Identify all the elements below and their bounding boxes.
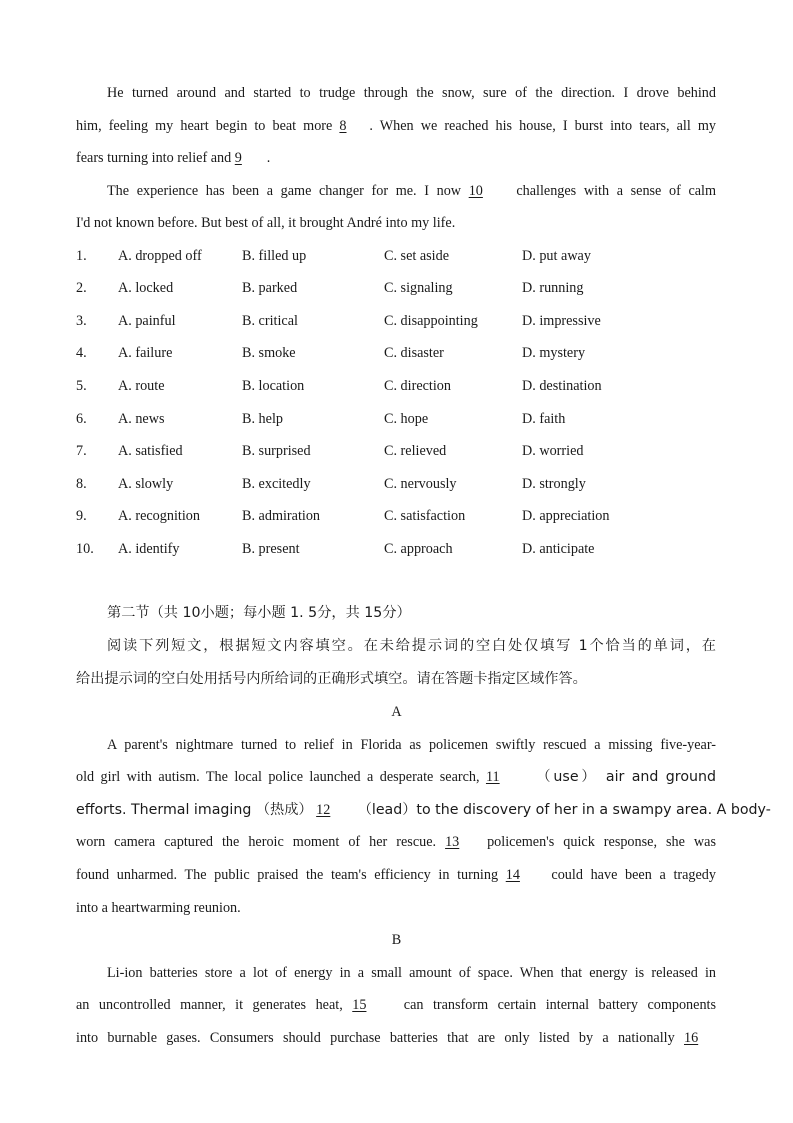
option-row xyxy=(76,343,716,363)
option-b[interactable]: B. smoke xyxy=(242,345,296,361)
passage-b-line xyxy=(107,963,716,983)
passage-a-line xyxy=(76,767,716,787)
text: . When we reached his house, I burst into tears, all my xyxy=(369,118,717,134)
option-row xyxy=(76,409,716,429)
passage1-line xyxy=(107,181,716,201)
text: policemen's quick response, she was xyxy=(487,834,716,850)
blank-13[interactable]: 13 xyxy=(445,834,460,850)
passage-a-line xyxy=(76,800,771,820)
text: him, feeling my heart begin to beat more xyxy=(76,118,333,134)
option-row xyxy=(76,474,716,494)
option-a[interactable]: A. satisfied xyxy=(118,443,183,459)
section-heading: 第二节（共 10小题；每小题 1. 5分，共 15分） xyxy=(107,605,411,621)
blank-14[interactable]: 14 xyxy=(505,867,520,883)
option-c[interactable]: C. direction xyxy=(384,378,451,394)
question-number: 9. xyxy=(76,508,87,524)
option-a[interactable]: A. dropped off xyxy=(118,248,202,264)
option-c[interactable]: C. satisfaction xyxy=(384,508,466,524)
question-number: 5. xyxy=(76,378,87,394)
option-c[interactable]: C. disaster xyxy=(384,345,444,361)
option-d[interactable]: D. mystery xyxy=(522,345,586,361)
passage-a-line xyxy=(76,865,716,885)
passage-b-line xyxy=(76,1028,716,1048)
option-a[interactable]: A. painful xyxy=(118,313,176,329)
option-row xyxy=(76,311,716,331)
text: old girl with autism. The local police launched a desperate search, xyxy=(76,769,480,785)
option-row xyxy=(76,278,716,298)
option-b[interactable]: B. excitedly xyxy=(242,476,311,492)
option-c[interactable]: C. set aside xyxy=(384,248,450,264)
option-c[interactable]: C. nervously xyxy=(384,476,457,492)
text: an uncontrolled manner, it generates heat, xyxy=(76,997,343,1013)
text: efforts. Thermal imaging （热成） xyxy=(76,802,313,818)
instructions-line: 阅读下列短文，根据短文内容填空。在未给提示词的空白处仅填写 1个恰当的单词，在 xyxy=(107,638,716,654)
passage1-line xyxy=(76,148,716,168)
passage-b-label: B xyxy=(391,932,402,948)
option-row xyxy=(76,506,716,526)
blank-16[interactable]: 16 xyxy=(684,1030,699,1046)
text: into burnable gases. Consumers should purchase batteries that are only listed by a nationally xyxy=(76,1030,675,1046)
option-row xyxy=(76,441,716,461)
text: found unharmed. The public praised the team's efficiency in turning xyxy=(76,867,499,883)
instructions-line: 给出提示词的空白处用括号内所给词的正确形式填空。请在答题卡指定区域作答。 xyxy=(76,671,587,687)
option-b[interactable]: B. critical xyxy=(242,313,298,329)
question-number: 6. xyxy=(76,411,87,427)
option-c[interactable]: C. disappointing xyxy=(384,313,478,329)
option-d[interactable]: D. appreciation xyxy=(522,508,610,524)
question-number: 2. xyxy=(76,280,87,296)
text: could have been a tragedy xyxy=(551,867,716,883)
option-d[interactable]: D. destination xyxy=(522,378,602,394)
text: worn camera captured the heroic moment of her rescue. xyxy=(76,834,437,850)
passage1-line xyxy=(107,83,716,103)
option-row xyxy=(76,539,716,559)
option-a[interactable]: A. failure xyxy=(118,345,173,361)
option-c[interactable]: C. relieved xyxy=(384,443,447,459)
blank-11[interactable]: 11 xyxy=(485,769,500,785)
question-number: 8. xyxy=(76,476,87,492)
option-d[interactable]: D. worried xyxy=(522,443,584,459)
option-b[interactable]: B. filled up xyxy=(242,248,307,264)
blank-9[interactable]: 9 xyxy=(234,150,242,166)
option-b[interactable]: B. location xyxy=(242,378,305,394)
option-b[interactable]: B. admiration xyxy=(242,508,321,524)
passage-a-line xyxy=(76,832,716,852)
passage-a-line xyxy=(107,735,716,755)
blank-10[interactable]: 10 xyxy=(468,183,483,199)
question-number: 4. xyxy=(76,345,87,361)
text: . xyxy=(266,150,271,166)
text: He turned around and started to trudge through the snow, sure of the direction. I drove behind xyxy=(107,85,716,101)
option-a[interactable]: A. route xyxy=(118,378,165,394)
text: Li-ion batteries store a lot of energy in a small amount of space. When that energy is released in xyxy=(107,965,716,981)
text: （lead）to the discovery of her in a swampy area. A body- xyxy=(357,802,771,818)
question-number: 1. xyxy=(76,248,87,264)
option-b[interactable]: B. parked xyxy=(242,280,298,296)
text: challenges with a sense of calm xyxy=(516,183,717,199)
option-b[interactable]: B. present xyxy=(242,541,300,557)
option-c[interactable]: C. hope xyxy=(384,411,429,427)
option-c[interactable]: C. approach xyxy=(384,541,453,557)
text: The experience has been a game changer for me. I now xyxy=(107,183,462,199)
text: I'd not known before. But best of all, it brought André into my life. xyxy=(76,215,456,231)
option-row xyxy=(76,246,716,266)
option-a[interactable]: A. locked xyxy=(118,280,174,296)
blank-12[interactable]: 12 xyxy=(316,802,331,818)
text: A parent's nightmare turned to relief in Florida as policemen swiftly rescued a missing five-year- xyxy=(107,737,716,753)
blank-8[interactable]: 8 xyxy=(339,118,347,134)
text: can transform certain internal battery components xyxy=(403,997,717,1013)
passage-a-label: A xyxy=(391,704,402,720)
blank-15[interactable]: 15 xyxy=(352,997,367,1013)
option-a[interactable]: A. recognition xyxy=(118,508,200,524)
option-row xyxy=(76,376,716,396)
passage1-line xyxy=(76,116,716,136)
option-a[interactable]: A. news xyxy=(118,411,165,427)
text: fears turning into relief and xyxy=(76,150,232,166)
passage1-line xyxy=(76,213,716,233)
option-b[interactable]: B. help xyxy=(242,411,283,427)
option-a[interactable]: A. slowly xyxy=(118,476,174,492)
question-number: 3. xyxy=(76,313,87,329)
option-d[interactable]: D. impressive xyxy=(522,313,601,329)
option-b[interactable]: B. surprised xyxy=(242,443,311,459)
option-d[interactable]: D. strongly xyxy=(522,476,586,492)
passage-b-line xyxy=(76,995,716,1015)
option-d[interactable]: D. put away xyxy=(522,248,591,264)
passage-a-line xyxy=(76,898,716,918)
text: （use） air and ground xyxy=(536,769,716,785)
option-d[interactable]: D. running xyxy=(522,280,584,296)
option-a[interactable]: A. identify xyxy=(118,541,180,557)
option-d[interactable]: D. anticipate xyxy=(522,541,595,557)
question-number: 7. xyxy=(76,443,87,459)
text: into a heartwarming reunion. xyxy=(76,900,241,916)
question-number: 10. xyxy=(76,541,94,557)
option-d[interactable]: D. faith xyxy=(522,411,566,427)
option-c[interactable]: C. signaling xyxy=(384,280,453,296)
